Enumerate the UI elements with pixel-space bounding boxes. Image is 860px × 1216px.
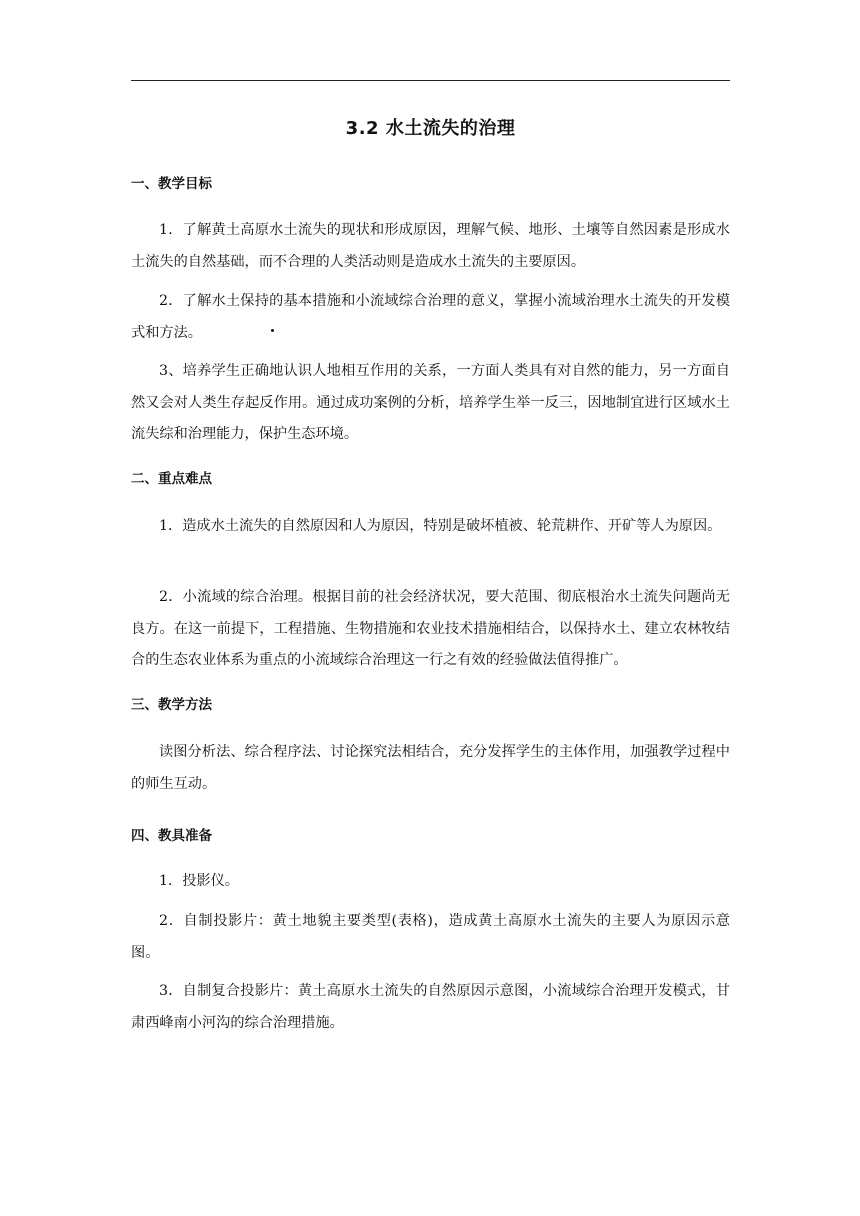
section-heading-teaching-methods: 三、教学方法 bbox=[131, 697, 212, 713]
stray-dot-mark bbox=[271, 329, 274, 332]
difficulty-paragraph-1: 1．造成水土流失的自然原因和人为原因，特别是破坏植被、轮荒耕作、开矿等人为原因。 bbox=[159, 518, 722, 534]
section-heading-teaching-aids: 四、教具准备 bbox=[131, 828, 212, 844]
objective-paragraph-2: 2．了解水土保持的基本措施和小流域综合治理的意义，掌握小流域治理水土流失的开发模式和方法。 bbox=[131, 293, 730, 341]
aids-paragraph-2: 2．自制投影片：黄土地貌主要类型(表格)，造成黄土高原水土流失的主要人为原因示意图。 bbox=[131, 913, 730, 961]
method-paragraph-1: 读图分析法、综合程序法、讨论探究法相结合，充分发挥学生的主体作用，加强教学过程中的师生互动。 bbox=[131, 744, 730, 792]
objective-paragraph-1: 1．了解黄土高原水土流失的现状和形成原因，理解气候、地形、土壤等自然因素是形成水土流失的自然基础，而不合理的人类活动则是造成水土流失的主要原因。 bbox=[131, 222, 730, 270]
section-heading-key-difficulties: 二、重点难点 bbox=[131, 471, 212, 487]
header-rule bbox=[131, 80, 730, 81]
difficulty-paragraph-2: 2．小流域的综合治理。根据目前的社会经济状况，要大范围、彻底根治水土流失问题尚无良方。在这一前提下，工程措施、生物措施和农业技术措施相结合，以保持水土、建立农林牧结合的生态农业体系为重点的小流域综合治理这一行之有效的经验做法值得推广。 bbox=[131, 589, 730, 668]
objective-paragraph-3: 3、培养学生正确地认识人地相互作用的关系，一方面人类具有对自然的能力，另一方面自然又会对人类生存起反作用。通过成功案例的分析，培养学生举一反三，因地制宜进行区域水土流失综和治理能力，保护生态环境。 bbox=[131, 363, 730, 442]
section-heading-teaching-objectives: 一、教学目标 bbox=[131, 176, 212, 192]
aids-paragraph-3: 3．自制复合投影片：黄土高原水土流失的自然原因示意图，小流域综合治理开发模式，甘肃西峰南小河沟的综合治理措施。 bbox=[131, 983, 730, 1031]
document-title: 3.2 水土流失的治理 bbox=[345, 118, 516, 139]
aids-paragraph-1: 1．投影仪。 bbox=[159, 873, 239, 889]
